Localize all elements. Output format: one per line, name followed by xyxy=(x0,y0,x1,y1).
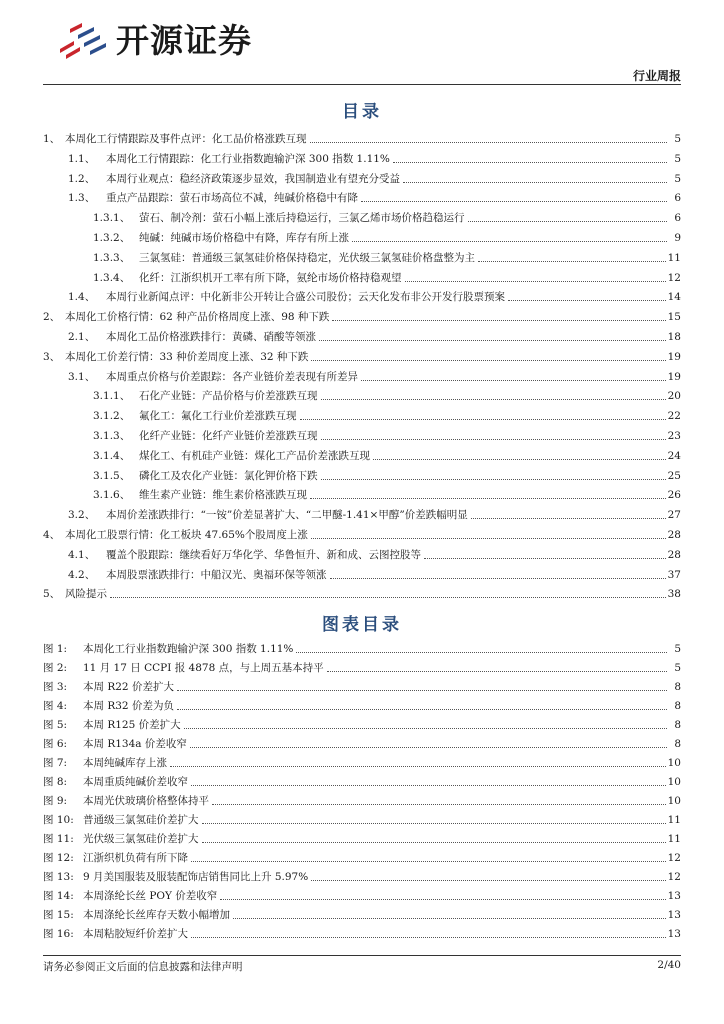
entry-number: 1、 xyxy=(43,133,61,145)
entry-page-number: 10 xyxy=(667,757,681,769)
entry-number: 5、 xyxy=(43,588,61,601)
entry-title: 石化产业链：产品价格与价差涨跌互现 xyxy=(139,390,318,403)
entry-number: 4、 xyxy=(43,529,61,541)
figure-toc-entry[interactable] xyxy=(43,923,681,941)
entry-title: 本周行业观点：稳经济政策逐步显效，我国制造业有望充分受益 xyxy=(106,172,400,185)
entry-page-number: 11 xyxy=(667,251,681,264)
toc-entry[interactable] xyxy=(43,267,681,285)
entry-number: 1.3、 xyxy=(68,192,96,205)
entry-page-number: 6 xyxy=(674,212,681,225)
entry-title: 本周化工价格行情：62 种产品价格周度上涨、98 种下跌 xyxy=(65,311,330,324)
entry-title: 普通级三氯氢硅价差扩大 xyxy=(83,814,199,826)
toc-entry[interactable] xyxy=(43,326,681,344)
entry-number: 3.1.1、 xyxy=(93,390,131,403)
entry-number: 4.2、 xyxy=(68,568,96,581)
entry-page-number: 19 xyxy=(667,350,681,363)
figure-toc-entry[interactable] xyxy=(43,752,681,770)
entry-title: 本周 R22 价差扩大 xyxy=(83,681,174,693)
dot-leader xyxy=(310,142,668,143)
entry-number: 1.1、 xyxy=(68,152,96,165)
entry-number: 2、 xyxy=(43,311,61,324)
entry-number: 图 5: xyxy=(43,719,68,731)
dot-leader xyxy=(220,899,665,900)
entry-number: 1.3.2、 xyxy=(93,232,131,244)
entry-page-number: 5 xyxy=(674,643,681,655)
dot-leader xyxy=(373,459,666,460)
entry-page-number: 6 xyxy=(674,192,681,205)
entry-title: 本周化工行业指数跑输沪深 300 指数 1.11% xyxy=(83,643,294,655)
entry-page-number: 5 xyxy=(674,133,681,145)
dot-leader xyxy=(332,320,665,321)
dot-leader xyxy=(311,538,666,539)
dot-leader xyxy=(321,439,666,440)
entry-title: 本周化工品价格涨跌排行：黄磷、硝酸等领涨 xyxy=(106,331,316,343)
dot-leader xyxy=(330,578,666,579)
entry-number: 图 14: xyxy=(43,890,74,902)
entry-number: 图 15: xyxy=(43,909,74,921)
entry-page-number: 18 xyxy=(667,331,681,343)
toc-entry[interactable] xyxy=(43,306,681,324)
entry-number: 1.3.3、 xyxy=(93,251,131,264)
entry-number: 图 3: xyxy=(43,681,68,693)
dot-leader xyxy=(311,880,665,881)
figure-toc-entry[interactable] xyxy=(43,904,681,922)
entry-title: 本周化工行情跟踪：化工行业指数跑输沪深 300 指数 1.11% xyxy=(106,152,390,165)
entry-number: 3.1.4、 xyxy=(93,449,131,462)
figure-toc-entry[interactable] xyxy=(43,885,681,903)
entry-title: 本周涤纶长丝库存天数小幅增加 xyxy=(83,909,230,921)
entry-title: 本周化工行情跟踪及事件点评：化工品价格涨跌互现 xyxy=(65,133,307,145)
dot-leader xyxy=(471,518,666,519)
dot-leader xyxy=(110,597,666,598)
toc-entry[interactable] xyxy=(43,504,681,522)
entry-number: 3.2、 xyxy=(68,509,96,522)
entry-number: 图 1: xyxy=(43,643,68,655)
toc-entry[interactable] xyxy=(43,148,681,166)
dot-leader xyxy=(300,419,666,420)
dot-leader xyxy=(468,221,668,222)
brand-name: 开源证券 xyxy=(116,21,252,60)
figure-toc-entry[interactable] xyxy=(43,790,681,808)
dot-leader xyxy=(311,360,665,361)
footer-disclaimer: 请务必参阅正文后面的信息披露和法律声明 xyxy=(43,961,243,973)
toc-entry[interactable] xyxy=(43,524,681,542)
entry-title: 煤化工、有机硅产业链：煤化工产品价差涨跌互现 xyxy=(139,449,370,462)
brand-logo xyxy=(56,20,252,62)
entry-page-number: 5 xyxy=(674,172,681,185)
toc-entry[interactable] xyxy=(43,544,681,562)
dot-leader xyxy=(352,241,667,242)
entry-number: 3.1.2、 xyxy=(93,410,131,423)
toc-entry[interactable] xyxy=(43,207,681,225)
entry-title: 重点产品跟踪：萤石市场高位不减，纯碱价格稳中有降 xyxy=(106,192,358,205)
toc-entry[interactable] xyxy=(43,445,681,463)
figure-toc-entry[interactable] xyxy=(43,866,681,884)
entry-page-number: 37 xyxy=(667,568,681,581)
entry-title: 本周化工股票行情：化工板块 47.65%个股周度上涨 xyxy=(65,529,308,541)
dot-leader xyxy=(191,937,666,938)
entry-number: 1.2、 xyxy=(68,172,96,185)
toc-entry[interactable] xyxy=(43,168,681,186)
toc-entry[interactable] xyxy=(43,247,681,265)
figure-toc-entry[interactable] xyxy=(43,638,681,656)
dot-leader xyxy=(202,823,666,824)
toc-entry[interactable] xyxy=(43,583,681,601)
entry-page-number: 13 xyxy=(667,928,681,940)
entry-number: 3.1.5、 xyxy=(93,469,131,482)
dot-leader xyxy=(508,300,666,301)
dot-leader xyxy=(212,804,666,805)
entry-title: 本周行业新闻点评：中化新非公开转让合盛公司股份；云天化发布非公开发行股票预案 xyxy=(106,291,505,304)
entry-title: 江浙织机负荷有所下降 xyxy=(83,852,188,864)
dot-leader xyxy=(191,785,666,786)
entry-title: 风险提示 xyxy=(65,588,107,601)
entry-page-number: 15 xyxy=(667,311,681,324)
toc-entry[interactable] xyxy=(43,187,681,205)
dot-leader xyxy=(393,162,667,163)
toc-entry[interactable] xyxy=(43,227,681,245)
document-type-label: 行业周报 xyxy=(632,69,681,83)
entry-number: 图 16: xyxy=(43,928,74,940)
figure-toc-entry[interactable] xyxy=(43,695,681,713)
entry-number: 图 7: xyxy=(43,757,68,769)
entry-page-number: 12 xyxy=(667,871,681,883)
dot-leader xyxy=(327,671,667,672)
entry-page-number: 5 xyxy=(674,152,681,165)
dot-leader xyxy=(361,201,667,202)
entry-number: 图 2: xyxy=(43,662,68,674)
entry-number: 图 11: xyxy=(43,833,74,845)
entry-page-number: 10 xyxy=(667,776,681,788)
figure-toc-entry[interactable] xyxy=(43,676,681,694)
entry-title: 光伏级三氯氢硅价差扩大 xyxy=(83,833,199,845)
entry-title: 本周 R125 价差扩大 xyxy=(83,719,181,731)
dot-leader xyxy=(233,918,666,919)
entry-number: 图 8: xyxy=(43,776,68,788)
entry-title: 本周 R32 价差为负 xyxy=(83,700,174,712)
toc-entry[interactable] xyxy=(43,366,681,384)
dot-leader xyxy=(424,558,666,559)
entry-page-number: 8 xyxy=(674,738,681,750)
entry-number: 1.4、 xyxy=(68,291,96,304)
entry-title: 本周价差涨跌排行：“一铵”价差显著扩大、“二甲醚-1.41×甲醇”价差跌幅明显 xyxy=(106,509,468,522)
entry-number: 图 10: xyxy=(43,814,74,826)
entry-title: 覆盖个股跟踪：继续看好万华化学、华鲁恒升、新和成、云图控股等 xyxy=(106,548,421,561)
entry-title: 三氯氢硅：普通级三氯氢硅价格保持稳定，光伏级三氯氢硅价格盘整为主 xyxy=(139,251,475,264)
entry-number: 图 13: xyxy=(43,871,74,883)
header-divider xyxy=(43,84,681,85)
entry-title: 本周重质纯碱价差收窄 xyxy=(83,776,188,788)
entry-page-number: 8 xyxy=(674,700,681,712)
dot-leader xyxy=(321,399,666,400)
figure-toc-entry[interactable] xyxy=(43,733,681,751)
entry-number: 1.3.1、 xyxy=(93,212,131,225)
entry-title: 本周纯碱库存上涨 xyxy=(83,757,167,769)
toc-entry[interactable] xyxy=(43,484,681,502)
entry-page-number: 27 xyxy=(667,509,681,522)
entry-title: 化纤产业链：化纤产业链价差涨跌互现 xyxy=(139,430,318,442)
toc-entry[interactable] xyxy=(43,465,681,483)
dot-leader xyxy=(319,340,666,341)
entry-number: 1.3.4、 xyxy=(93,271,131,284)
figures-toc-title: 图表目录 xyxy=(322,615,402,635)
entry-number: 图 6: xyxy=(43,738,68,750)
entry-number: 图 4: xyxy=(43,700,68,712)
entry-title: 萤石、制冷剂：萤石小幅上涨后持稳运行，三氯乙烯市场价格趋稳运行 xyxy=(139,212,465,225)
entry-page-number: 12 xyxy=(667,852,681,864)
toc-entry[interactable] xyxy=(43,346,681,364)
toc-entry[interactable] xyxy=(43,286,681,304)
dot-leader xyxy=(170,766,666,767)
figure-toc-entry[interactable] xyxy=(43,657,681,675)
entry-page-number: 13 xyxy=(667,890,681,902)
entry-page-number: 11 xyxy=(667,833,681,845)
entry-page-number: 19 xyxy=(667,370,681,383)
entry-number: 3.1.6、 xyxy=(93,489,131,502)
entry-number: 3.1、 xyxy=(68,370,96,383)
entry-title: 9 月美国服装及服装配饰店销售同比上升 5.97% xyxy=(83,871,309,883)
toc-entry[interactable] xyxy=(43,385,681,403)
toc-title: 目录 xyxy=(342,102,382,122)
dot-leader xyxy=(310,498,666,499)
dot-leader xyxy=(177,709,667,710)
entry-page-number: 10 xyxy=(667,795,681,807)
footer-divider xyxy=(43,955,681,956)
entry-number: 4.1、 xyxy=(68,548,96,561)
entry-number: 2.1、 xyxy=(68,331,96,343)
footer-page-number: 2/40 xyxy=(657,959,681,971)
entry-page-number: 5 xyxy=(674,662,681,674)
dot-leader xyxy=(321,479,666,480)
entry-page-number: 22 xyxy=(667,410,681,423)
entry-title: 本周股票涨跌排行：中船汉光、奥福环保等领涨 xyxy=(106,568,327,581)
figure-toc-entry[interactable] xyxy=(43,714,681,732)
entry-page-number: 38 xyxy=(667,588,681,601)
dot-leader xyxy=(190,747,667,748)
entry-number: 3、 xyxy=(43,350,61,363)
dot-leader xyxy=(403,182,667,183)
figure-toc-entry[interactable] xyxy=(43,828,681,846)
entry-page-number: 12 xyxy=(667,271,681,284)
entry-title: 本周 R134a 价差收窄 xyxy=(83,738,187,750)
dot-leader xyxy=(478,261,666,262)
entry-title: 磷化工及农化产业链：氯化钾价格下跌 xyxy=(139,469,318,482)
entry-page-number: 26 xyxy=(667,489,681,502)
entry-title: 本周化工价差行情：33 种价差周度上涨、32 种下跌 xyxy=(65,350,309,363)
entry-title: 本周光伏玻璃价格整体持平 xyxy=(83,795,209,807)
entry-page-number: 13 xyxy=(667,909,681,921)
entry-number: 图 12: xyxy=(43,852,74,864)
entry-page-number: 20 xyxy=(667,390,681,403)
entry-title: 维生素产业链：维生素价格涨跌互现 xyxy=(139,489,307,502)
entry-number: 3.1.3、 xyxy=(93,430,131,442)
dot-leader xyxy=(177,690,667,691)
figure-toc-entry[interactable] xyxy=(43,809,681,827)
dot-leader xyxy=(191,861,666,862)
entry-page-number: 23 xyxy=(667,430,681,442)
entry-title: 本周粘胶短纤价差扩大 xyxy=(83,928,188,940)
toc-entry[interactable] xyxy=(43,425,681,443)
figure-toc-entry[interactable] xyxy=(43,771,681,789)
toc-entry[interactable] xyxy=(43,564,681,582)
entry-title: 本周重点价格与价差跟踪：各产业链价差表现有所差异 xyxy=(106,370,358,383)
entry-page-number: 14 xyxy=(667,291,681,304)
entry-page-number: 28 xyxy=(667,548,681,561)
entry-title: 氟化工：氟化工行业价差涨跌互现 xyxy=(139,410,297,423)
dot-leader xyxy=(361,380,666,381)
entry-page-number: 28 xyxy=(667,529,681,541)
toc-entry[interactable] xyxy=(43,128,681,146)
entry-title: 11 月 17 日 CCPI 报 4878 点，与上周五基本持平 xyxy=(83,662,324,674)
dot-leader xyxy=(184,728,667,729)
entry-page-number: 8 xyxy=(674,681,681,693)
entry-page-number: 11 xyxy=(667,814,681,826)
dot-leader xyxy=(405,281,666,282)
entry-number: 图 9: xyxy=(43,795,68,807)
entry-page-number: 8 xyxy=(674,719,681,731)
toc-entry[interactable] xyxy=(43,405,681,423)
entry-title: 化纤：江浙织机开工率有所下降，氨纶市场价格持稳观望 xyxy=(139,271,402,284)
dot-leader xyxy=(296,652,667,653)
entry-title: 本周涤纶长丝 POY 价差收窄 xyxy=(83,890,218,902)
entry-page-number: 9 xyxy=(674,232,681,244)
entry-page-number: 25 xyxy=(667,469,681,482)
entry-page-number: 24 xyxy=(667,449,681,462)
entry-title: 纯碱：纯碱市场价格稳中有降，库存有所上涨 xyxy=(139,232,349,244)
kaiyuan-logo-icon xyxy=(56,21,108,61)
dot-leader xyxy=(202,842,666,843)
figure-toc-entry[interactable] xyxy=(43,847,681,865)
